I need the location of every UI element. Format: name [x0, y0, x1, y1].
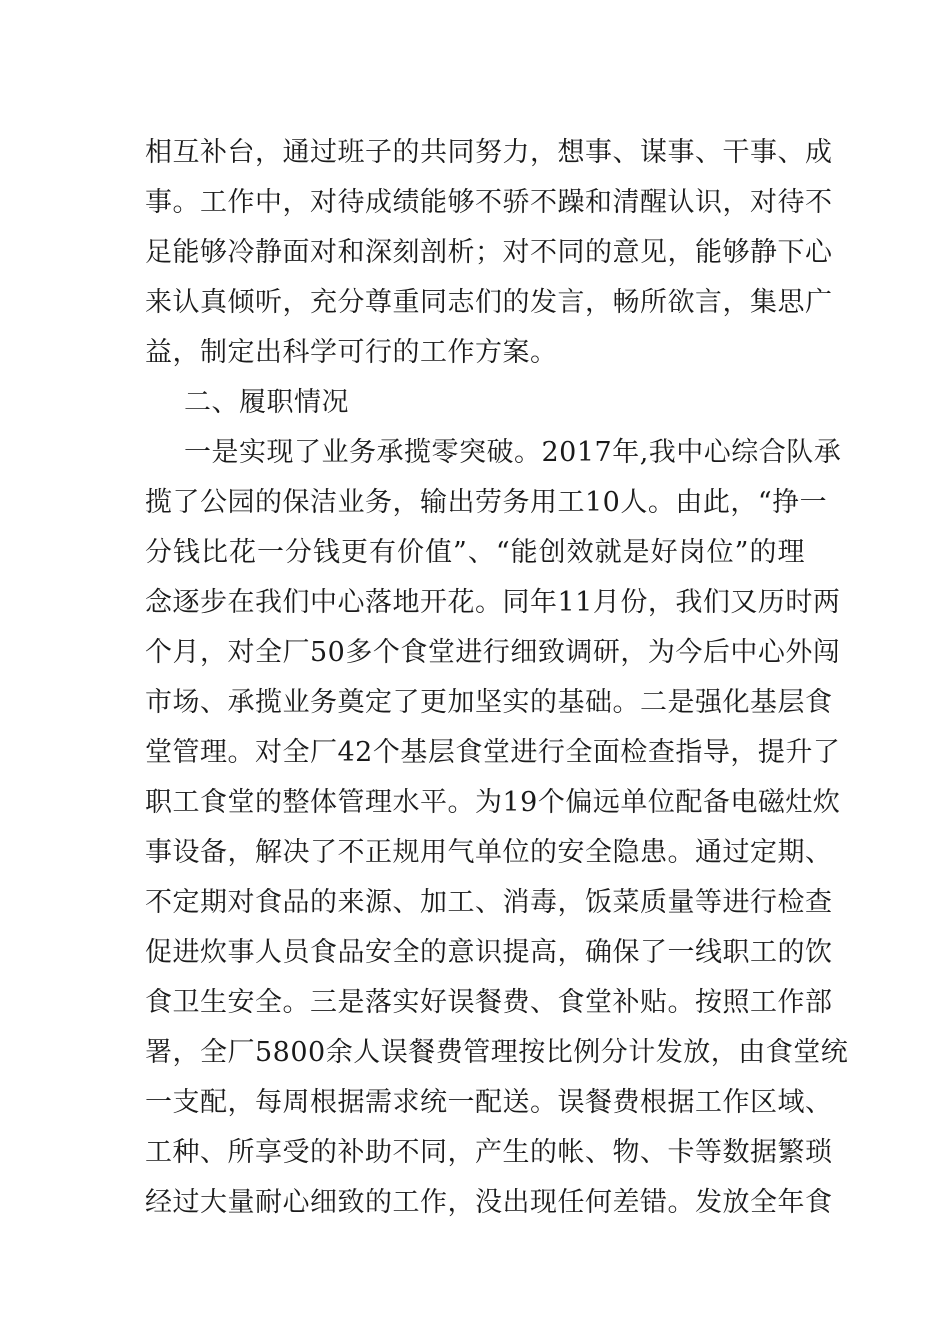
paragraph-line: 相互补台，通过班子的共同努力，想事、谋事、干事、成 — [145, 137, 833, 168]
paragraph-line: 念逐步在我们中心落地开花。同年11月份，我们又历时两 — [145, 587, 841, 618]
paragraph-line: 揽了公园的保洁业务，输出劳务用工10人。由此，“挣一 — [145, 487, 828, 518]
paragraph-line: 事设备，解决了不正规用气单位的安全隐患。通过定期、 — [145, 837, 833, 868]
paragraph-line: 个月，对全厂50多个食堂进行细致调研，为今后中心外闯 — [145, 637, 841, 668]
paragraph-line: 堂管理。对全厂42个基层食堂进行全面检查指导，提升了 — [145, 737, 841, 768]
paragraph-line: 足能够冷静面对和深刻剖析；对不同的意见，能够静下心 — [145, 237, 833, 268]
section-heading: 二、履职情况 — [184, 387, 349, 418]
paragraph-line: 市场、承揽业务奠定了更加坚实的基础。二是强化基层食 — [145, 687, 833, 718]
paragraph-line: 来认真倾听，充分尊重同志们的发言，畅所欲言，集思广 — [145, 287, 833, 318]
paragraph-line: 经过大量耐心细致的工作，没出现任何差错。发放全年食 — [145, 1187, 833, 1218]
paragraph-line: 事。工作中，对待成绩能够不骄不躁和清醒认识，对待不 — [145, 187, 833, 218]
paragraph-line: 益，制定出科学可行的工作方案。 — [145, 337, 558, 368]
paragraph-line: 一是实现了业务承揽零突破。2017年,我中心综合队承 — [184, 437, 842, 468]
paragraph-line: 职工食堂的整体管理水平。为19个偏远单位配备电磁灶炊 — [145, 787, 841, 818]
paragraph-line: 工种、所享受的补助不同，产生的帐、物、卡等数据繁琐 — [145, 1137, 833, 1168]
paragraph-line: 署，全厂5800余人误餐费管理按比例分计发放，由食堂统 — [145, 1037, 849, 1068]
paragraph-line: 促进炊事人员食品安全的意识提高，确保了一线职工的饮 — [145, 937, 833, 968]
paragraph-line: 一支配，每周根据需求统一配送。误餐费根据工作区域、 — [145, 1087, 833, 1118]
paragraph-line: 不定期对食品的来源、加工、消毒，饭菜质量等进行检查 — [145, 887, 833, 918]
paragraph-line: 食卫生安全。三是落实好误餐费、食堂补贴。按照工作部 — [145, 987, 833, 1018]
paragraph-line: 分钱比花一分钱更有价值”、“能创效就是好岗位”的理 — [145, 537, 805, 568]
